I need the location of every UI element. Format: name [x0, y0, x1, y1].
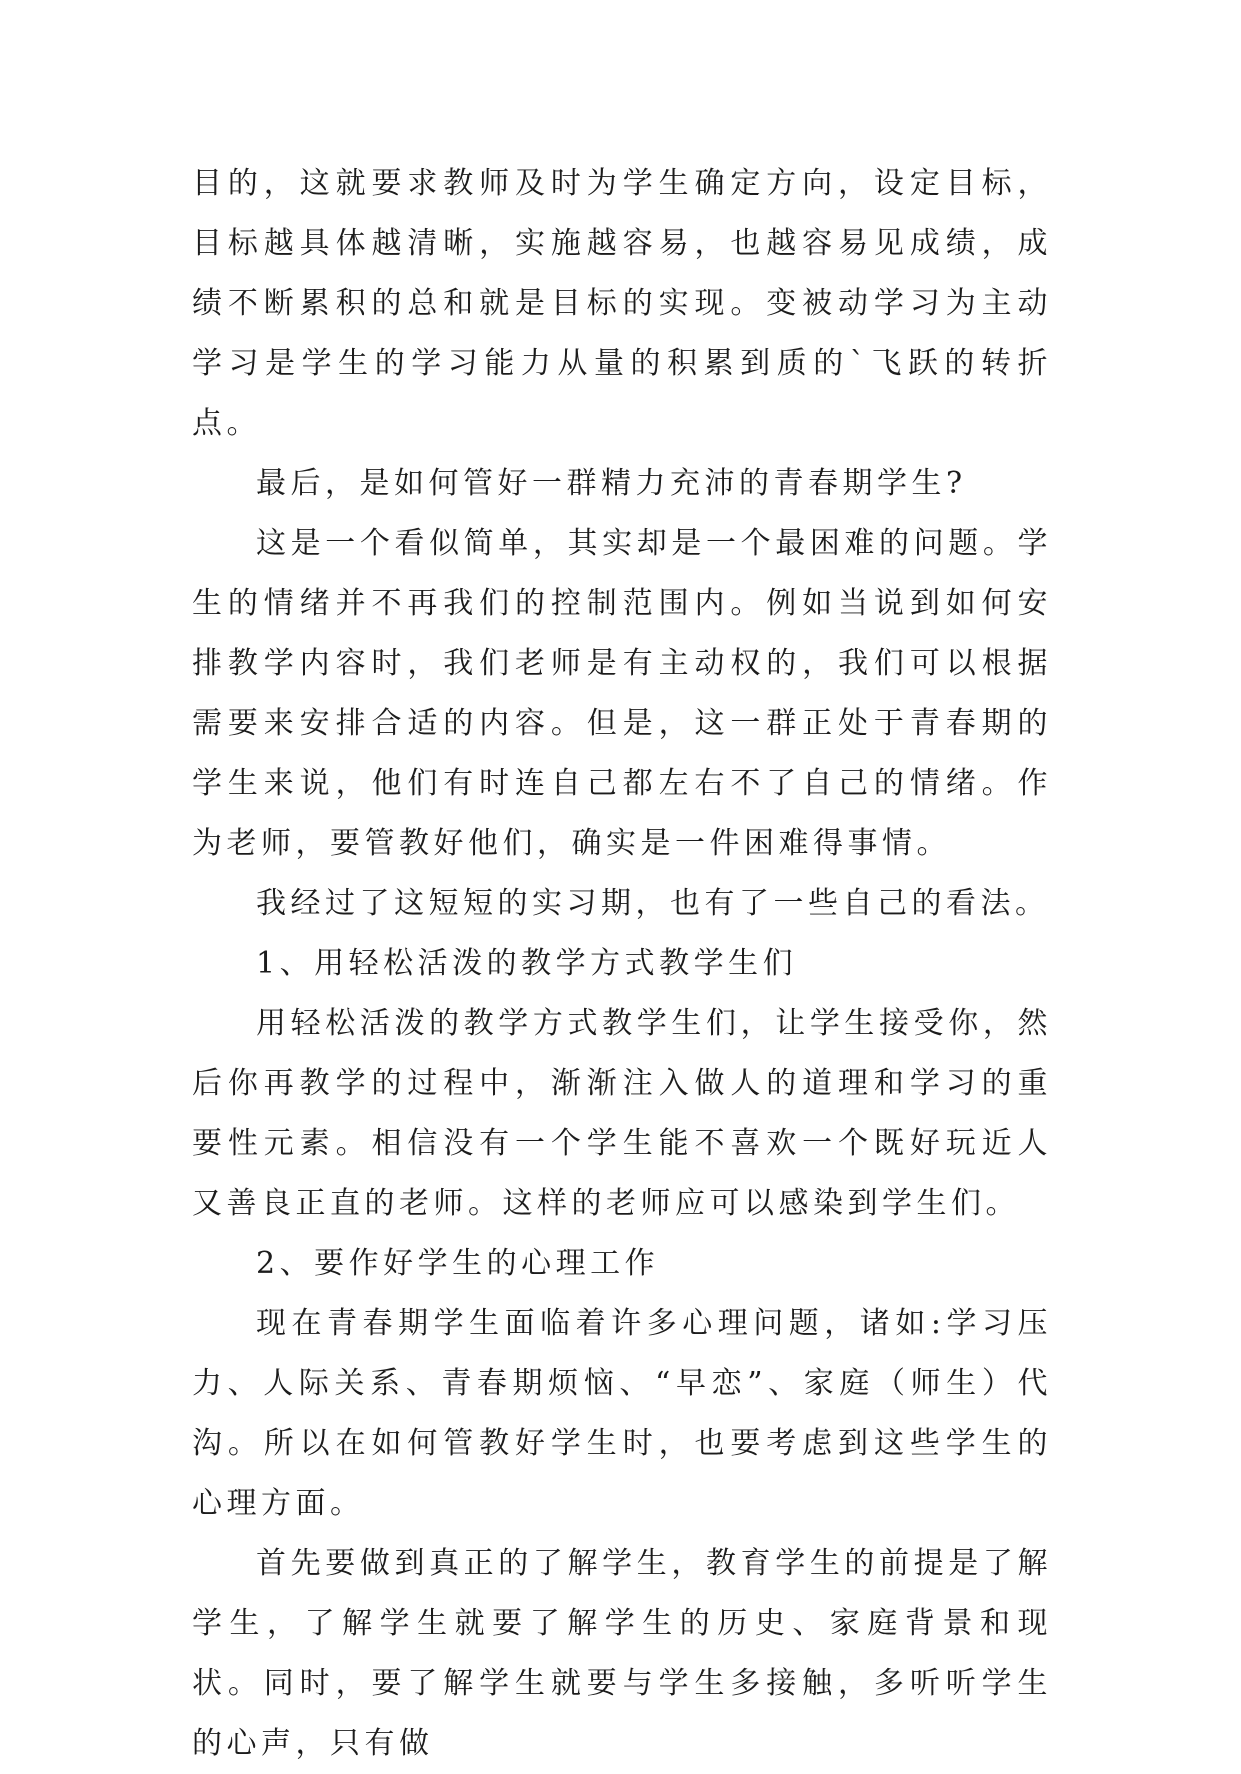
- paragraph-2: 最后，是如何管好一群精力充沛的青春期学生?: [256, 466, 967, 501]
- body-text: [192, 154, 1052, 1774]
- section-heading-2: 2、要作好学生的心理工作: [256, 1246, 660, 1281]
- paragraph-4: 我经过了这短短的实习期，也有了一些自己的看法。: [256, 886, 1050, 921]
- paragraph-3: 这是一个看似简单，其实却是一个最困难的问题。学生的情绪并不再我们的控制范围内。例如当说到如何安排教学内容时，我们老师是有主动权的，我们可以根据需要来安排合适的内容。但是，这一群正处于青春期的学生来说，他们有时连自己都左右不了自己的情绪。作为老师，要管教好他们，确实是一件困难得事情。: [192, 526, 1052, 861]
- paragraph-5: 用轻松活泼的教学方式教学生们，让学生接受你，然后你再教学的过程中，渐渐注入做人的道理和学习的重要性元素。相信没有一个学生能不喜欢一个既好玩近人又善良正直的老师。这样的老师应可以感染到学生们。: [192, 1006, 1052, 1221]
- paragraph-7: 首先要做到真正的了解学生，教育学生的前提是了解学生，了解学生就要了解学生的历史、家庭背景和现状。同时，要了解学生就要与学生多接触，多听听学生的心声，只有做: [192, 1546, 1052, 1761]
- paragraph-1: 目的，这就要求教师及时为学生确定方向，设定目标，目标越具体越清晰，实施越容易，也越容易见成绩，成绩不断累积的总和就是目标的实现。变被动学习为主动学习是学生的学习能力从量的积累到质的`飞跃的转折点。: [192, 166, 1052, 441]
- section-heading-1: 1、用轻松活泼的教学方式教学生们: [256, 946, 798, 981]
- paragraph-6: 现在青春期学生面临着许多心理问题，诸如:学习压力、人际关系、青春期烦恼、“早恋”、家庭（师生）代沟。所以在如何管教好学生时，也要考虑到这些学生的心理方面。: [192, 1306, 1052, 1521]
